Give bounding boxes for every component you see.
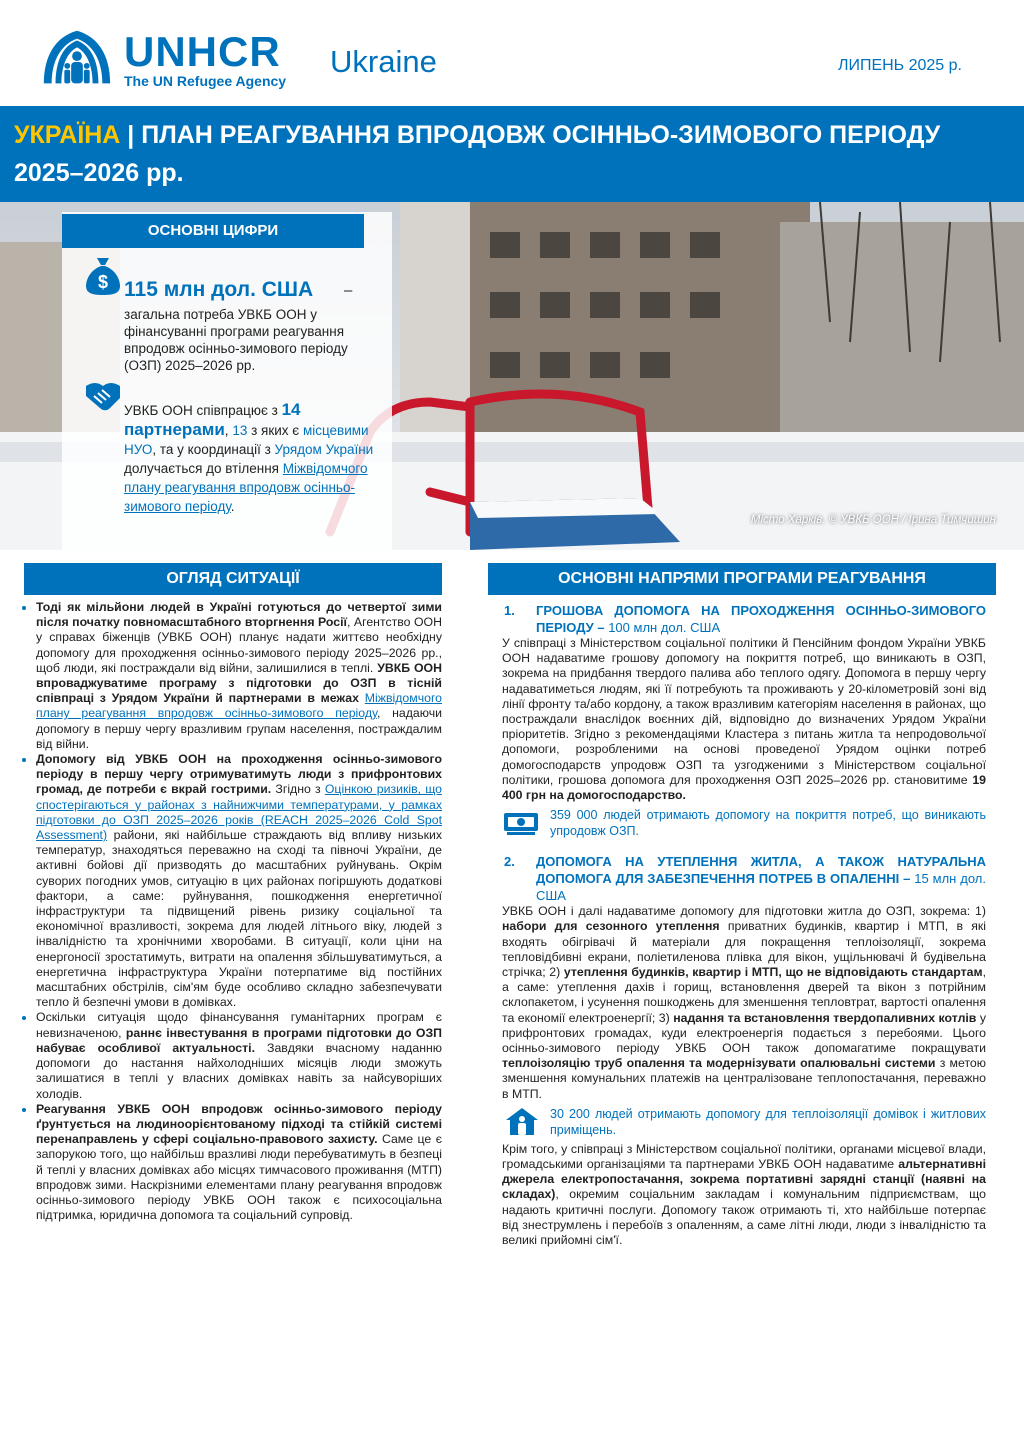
s2-text-4: у прифронтових громадах, куди електроенергія подається з перебоями. Цього осінньо-зимового періоду УВКБ ООН також допомагатиме покращувати: [502, 1010, 986, 1056]
bullet4-text: Саме це є запорукою того, що найбільш вразливі люди перебуватимуть в безпеці й теплі у власних домівках або місцях тимчасового проживання (МТП) впродовж зими. Наскрізними елементами плану реагування впродовж осінньо-зимового періоду УВКБ ООН також є психосоціальна підтримка, юридична допомога та соціальний супровід.: [36, 1132, 442, 1223]
title-band: [0, 106, 1024, 202]
unhcr-logo: [38, 26, 286, 96]
local-ngo-label: місцевими НУО: [124, 423, 369, 457]
title-text: | ПЛАН РЕАГУВАННЯ ВПРОДОВЖ ОСІННЬО-ЗИМОВОГО ПЕРІОДУ 2025–2026 рр.: [14, 121, 941, 187]
handshake-icon: [82, 376, 124, 416]
unhcr-family-shelter-icon: [38, 26, 116, 96]
section-1-title: ГРОШОВА ДОПОМОГА НА ПРОХОДЖЕННЯ ОСІННЬО-ЗИМОВОГО ПЕРІОДУ –: [536, 603, 986, 635]
page-header: [0, 0, 1024, 105]
cash-callout: [502, 807, 986, 839]
interagency-plan-link-2[interactable]: Міжвідомчого плану реагування впродовж осінньо-зимового періоду: [36, 691, 442, 721]
interagency-plan-link[interactable]: Міжвідомчого плану реагування впродовж осінньо-зимового періоду: [124, 461, 368, 514]
bullet2-bold: Допомогу від УВКБ ООН на проходження осінньо-зимового періоду в першу чергу отримуватимуть люди з прифронтових громад, де потреби є вкрай гострими.: [36, 752, 442, 797]
local-ngo-count: 13: [232, 423, 248, 438]
partners-text-2: ,: [224, 423, 233, 438]
section-2-text: [502, 904, 986, 1102]
partners-text-5: долучається до втілення: [124, 461, 283, 476]
situation-overview-heading: ОГЛЯД СИТУАЦІЇ: [24, 563, 442, 595]
title-country: УКРАЇНА: [14, 121, 121, 149]
s2-bold-3: надання та встановлення твердопаливних котлів: [673, 1010, 977, 1025]
partners-count: 14: [281, 400, 301, 419]
total-requirement-text: загальна потреба УВКБ ООН у фінансуванні програми реагування впродовж осінньо-зимового періоду (ОЗП) 2025–2026 рр.: [124, 307, 348, 373]
bullet1-bold: Тоді як мільйони людей в Україні готуються до четвертої зими після початку повномасштабного вторгнення Росії: [36, 600, 442, 630]
logo-subtitle: The UN Refugee Agency: [124, 73, 287, 89]
overview-bullet-2: [36, 752, 442, 1010]
cash-callout-text: 359 000 людей отримають допомогу на покриття потреб, що виникають упродовж ОЗП.: [550, 808, 986, 839]
s2-bold-2: утеплення будинків, квартир і МТП, що не відповідають стандартам: [563, 965, 983, 980]
house-person-icon: [502, 1106, 542, 1136]
report-date: ЛИПЕНЬ 2025 р.: [837, 57, 962, 74]
photo-caption: Місто Харків. © УВКБ ООН / Ірина Тимчишин: [750, 514, 996, 526]
response-areas-heading: ОСНОВНІ НАПРЯМИ ПРОГРАМИ РЕАГУВАННЯ: [488, 563, 996, 595]
s2-text-7: , окремим соціальним закладам і комунальним підприємствам, що надають критичні послуги. Допомогу також отримають ті, хто найбільше потерпає від знеструмлень і перебоїв з опаленням, а саме літні люди, люди з інвалідністю та великі прийомні сім'ї.: [502, 1187, 986, 1248]
section-2-title: ДОПОМОГА НА УТЕПЛЕННЯ ЖИТЛА, А ТАКОЖ НАТУРАЛЬНА ДОПОМОГА ДЛЯ ЗАБЕЗПЕЧЕННЯ ПОТРЕБ В ОПАЛЕННІ –: [536, 854, 986, 887]
section-1-number: 1.: [504, 603, 515, 618]
section-2-number: 2.: [504, 854, 515, 870]
bullet3-text: Оскільки ситуація щодо фінансування гуманітарних програм є невизначеною,: [36, 1010, 442, 1040]
partners-text-1: УВКБ ООН співпрацює з: [124, 403, 282, 418]
bullet3-text-2: Завдяки вчасному наданню допомоги до настання найхолодніших місяців люди зможуть залишатися в теплі у власних домівках навіть за найсуворіших холодів.: [36, 1040, 443, 1101]
page-title: [14, 116, 1014, 192]
section-1-heading: [502, 602, 986, 636]
section-2-text-2: [502, 1142, 986, 1248]
partners-text: [124, 400, 386, 516]
total-requirement-amount: 115 млн дол. США: [124, 278, 314, 301]
s2-text-1: УВКБ ООН і далі надаватиме допомогу для підготовки житла до ОЗП, зокрема: 1): [502, 904, 986, 919]
s2-bold-4: теплоізоляцію труб опалення та модернізувати опалювальні системи: [502, 1056, 936, 1071]
overview-bullet-1: [36, 600, 442, 752]
partners-text-6: .: [230, 499, 235, 514]
cash-icon: [502, 807, 542, 837]
partners-text-3: з яких є: [247, 423, 303, 438]
bullet1-text-2: , надаючи допомогу в першу чергу вразливим групам населення, постраждалим від війни.: [36, 706, 442, 751]
bullet1-text: , Агентство ООН у справах біженців (УВКБ ООН) планує надати життєво необхідну допомогу для проходження осінньо-зимового періоду 2025–2026 рр., щоб люди, які постраждали від війни, залишилися в теплі.: [36, 615, 442, 675]
insulation-callout-text: 30 200 людей отримають допомогу для теплоізоляції домівок і житлових приміщень.: [550, 1106, 986, 1137]
section-2-heading: [502, 853, 986, 904]
insulation-callout: [502, 1106, 986, 1138]
s2-bold-5: альтернативні джерела електропостачання, зокрема портативні зарядні станції (наявні на складах): [502, 1157, 986, 1202]
partners-word: партнерами: [124, 420, 225, 439]
money-bag-icon: [84, 256, 122, 296]
bullet4-bold: Реагування УВКБ ООН впродовж осінньо-зимового періоду ґрунтується на людиноорієнтованому підході та стійкій системі перенаправлень у сфері соціально-правового захисту.: [36, 1101, 442, 1147]
section-1-text: [502, 636, 986, 803]
s2-text-2: приватних будинків, квартир і МТП, в які входять обігрівачі й матеріали для покращення теплоізоляції, зокрема тепловідбивні екрани, поліетиленова плівка для вікон, ущільнювачі й будівельна стрічка; 2): [502, 919, 986, 980]
response-areas: [502, 602, 986, 1248]
reach-assessment-link[interactable]: Оцінкою ризиків, що спостерігаються у районах з найнижчими температурами, у рамках підготовки до ОЗП 2025–2026 років (REACH 2025–2026 Cold Spot Assessment): [36, 782, 443, 843]
s2-bold-1: набори для сезонного утеплення: [502, 919, 720, 934]
logo-country: Ukraine: [330, 44, 437, 79]
bullet2-text-2: райони, які найбільше страждають від впливу низьких температур, знаходяться переважно на сході та півночі України, де активні бойові дії призводять до масштабних руйнувань. Окрім суворих погодних умов, ситуацію в цих районах погіршують додаткові фактори, а саме: руйнування, пошкодження енергетичної інфраструктури та підвищений рівень ризику соціальної та економічної вразливості, зокрема для людей літнього віку, людей з інвалідністю та хронічними хворобами. В ситуації, коли ціни на енергоносії зростатимуть, витрати на опалення збільшуватимуться, а енергетична інфраструктура України потерпатиме від постійних масштабних обстрілів, сім'ям буде особливо складно забезпечувати тепло й безпечні умови в домівках.: [36, 828, 442, 1010]
svg-text:$: $: [97, 272, 109, 292]
overview-bullet-3: [36, 1010, 442, 1101]
partners-text-4: , та у координації з: [152, 442, 275, 457]
key-figures-heading: ОСНОВНІ ЦИФРИ: [62, 214, 364, 248]
section-1-bold: 19 400 грн на домогосподарство.: [502, 772, 986, 803]
situation-overview: [24, 600, 442, 1223]
s2-text-6: Крім того, у співпраці з Міністерством соціальної політики, органами місцевої влади, громадськими організаціями та партнерами УВКБ ООН надаватиме: [502, 1141, 986, 1172]
section-1-amount: 100 млн дол. США: [608, 620, 721, 635]
bullet1-bold-2: УВКБ ООН впроваджуватиме програму з підготовки до ОЗП в тісній співпраці з Урядом України й партнерами в межах: [36, 660, 442, 706]
bullet2-text: Згідно з: [271, 782, 325, 797]
logo-wordmark: UNHCR: [124, 28, 281, 75]
bullet3-bold: раннє інвестування в програми підготовки до ОЗП набуває особливої актуальності.: [36, 1025, 442, 1055]
overview-bullet-4: [36, 1102, 442, 1224]
section-2-amount: 15 млн дол. США: [536, 871, 986, 904]
section-1-body: У співпраці з Міністерством соціальної політики й Пенсійним фондом України УВКБ ООН надаватиме грошову допомогу на покриття потреб, що виникають в ОЗП, зокрема на придбання твердого палива або теплого одягу. Допомога в першу чергу надаватиметься людям, які її потребують та проживають у 20-кілометровій зоні від лінії фронту та/або кордону, а також вразливим категоріям населення в районах, що постраждали внаслідок воєнних дій, відповідно до визначених Урядом України пріоритетів. Згідно з рекомендаціями Кластера з питань житла та непродовольчої допомоги, розробленими на основі проведеної Урядом оцінки потреб домогосподарств упродовж ОЗП та узгодженими з Міністерством соціальної політики, грошова допомога для проходження ОЗП 2025–2026 рр. становитиме: [502, 636, 986, 787]
s2-text-5: з метою зменшення комунальних платежів на централізоване теплопостачання, переважно в МТП.: [502, 1056, 986, 1101]
s2-text-3: , а саме: утеплення дахів і горищ, встановлення дверей та вікон з потрійним склопакетом, і усунення пошкоджень для зменшення тепловтрат, вартості опалення та економії електроенергії; 3): [502, 965, 986, 1025]
amount-dash: –: [344, 282, 353, 299]
government-label: Урядом України: [274, 442, 374, 457]
